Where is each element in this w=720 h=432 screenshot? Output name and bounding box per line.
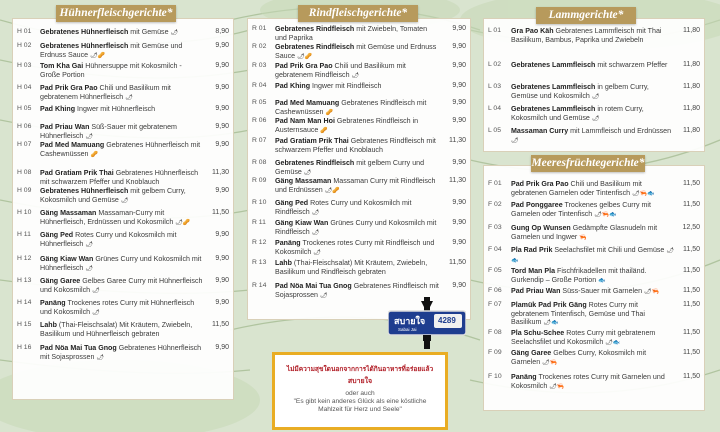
spice-allergen-icons: 🌶 — [170, 30, 179, 36]
menu-item-code: R 07 — [252, 137, 267, 144]
menu-item-name: Gäng Massaman — [40, 209, 97, 217]
spice-allergen-icons: 🌶🐟 — [543, 320, 559, 327]
menu-item-price: 9,90 — [215, 231, 229, 238]
menu-item-name: Pad Khing — [275, 82, 311, 90]
menu-item-text: Seelachsfilet mit Chili und Gemüse — [552, 246, 665, 254]
menu-item-price: 9,90 — [215, 141, 229, 148]
spice-allergen-icons: 🌶 — [85, 265, 93, 272]
spice-allergen-icons: 🌶 — [311, 229, 320, 236]
seafood-menu-panel — [483, 165, 705, 411]
menu-item-code: H 14 — [17, 299, 32, 306]
menu-item-price: 11,50 — [683, 373, 700, 380]
menu-item-code: H 08 — [17, 169, 32, 176]
menu-item-price: 11,50 — [683, 201, 700, 208]
menu-item-text: Chili und Basilikum mit gebratenen Garnelen oder Tintenfisch — [511, 180, 642, 197]
menu-item-description — [40, 277, 203, 295]
menu-item-text: Gebratenes Lammfleisch mit Thai Basilikum, Bambus, Paprika und Zwiebeln — [511, 27, 662, 44]
menu-item-name: Panäng — [511, 373, 537, 381]
menu-item-price: 9,90 — [215, 84, 229, 91]
menu-item-text: Gedämpfte Glasnudeln mit Garnelen und Ingwer — [511, 224, 658, 241]
menu-item-price: 9,90 — [215, 123, 229, 130]
menu-item-text: mit schwarzem Pfeffer — [595, 61, 668, 69]
menu-item-text: mit Gemüse — [128, 28, 169, 36]
menu-item-code: H 13 — [17, 277, 32, 284]
menu-item-price: 11,50 — [683, 287, 700, 294]
menu-item-name: Panäng — [275, 239, 301, 247]
spice-allergen-icons: 🥜 — [320, 127, 328, 134]
menu-item-text: (Thai-Fleischsalat) Mit Kräutern, Zwiebeln, Basilikum und Hühnerfleisch gebraten — [40, 321, 193, 338]
menu-item-text: mit Lammfleisch und Erdnüssen — [568, 127, 672, 135]
menu-item-description — [511, 27, 674, 45]
menu-item-code: H 04 — [17, 84, 32, 91]
menu-item-code: F 03 — [488, 224, 502, 231]
menu-item-code: R 03 — [252, 62, 267, 69]
menu-item-price: 11,50 — [683, 180, 700, 187]
spice-allergen-icons: 🌶 — [85, 133, 93, 140]
menu-item-code: H 10 — [17, 209, 32, 216]
menu-item-name: Pad Prik Gra Pao — [511, 180, 569, 188]
menu-item-description — [40, 42, 203, 60]
spice-allergen-icons: 🦐 — [579, 234, 587, 241]
spice-allergen-icons: 🌶 — [85, 241, 93, 248]
menu-item-price: 11,50 — [449, 259, 466, 266]
menu-item-name: Pad Med Mamuang — [40, 141, 105, 149]
menu-item-description — [511, 301, 674, 328]
menu-item-text: Gebratenes Rindfleisch mit Sojasprossen — [275, 282, 439, 299]
menu-item-name: Pad Prik Gra Pao — [275, 62, 333, 70]
menu-item-code: F 06 — [488, 287, 502, 294]
menu-item-price: 11,80 — [683, 105, 700, 112]
menu-item-price: 11,50 — [212, 209, 229, 216]
menu-item-description — [275, 219, 440, 237]
menu-item-price: 9,90 — [215, 344, 229, 351]
menu-item-text: Trockenes rotes Curry mit Rindfleisch und Kokosmilch — [275, 239, 435, 256]
menu-item-code: F 07 — [488, 301, 502, 308]
menu-item-code: R 14 — [252, 282, 267, 289]
menu-item-text: Gebratenes Hühnerfleisch mit schwarzem Pfeffer und Knoblauch — [40, 169, 199, 186]
menu-item-name: Gebratenes Lammfleisch — [511, 61, 596, 69]
menu-item-code: L 05 — [488, 127, 501, 134]
spice-allergen-icons: 🌶🦐 — [542, 359, 558, 366]
menu-item-description — [511, 329, 674, 347]
menu-item-code: R 12 — [252, 239, 267, 246]
german-quote: "Es gibt kein anderes Glück als eine köstliche Mahlzeit für Herz und Seele" — [293, 398, 427, 413]
menu-item-description — [511, 127, 674, 145]
menu-item-code: R 11 — [252, 219, 266, 226]
menu-item-price: 9,90 — [452, 219, 466, 226]
menu-item-description — [275, 177, 440, 195]
sign-thai-text: สบายใจ — [394, 316, 426, 326]
menu-item-price: 8,90 — [215, 28, 229, 35]
menu-item-text: Gebratenes Hühnerfleisch mit Sojasprossen — [40, 344, 202, 361]
menu-item-text: mit gelbem Curry, Kokosmilch und Gemüse — [40, 187, 186, 204]
menu-item-text: Trockenes rotes Curry mit Hühnerfleisch und Kokosmilch — [40, 299, 195, 316]
menu-item-description — [275, 99, 440, 117]
menu-item-name: Gäng Ped — [40, 231, 74, 239]
menu-item-price: 9,90 — [452, 199, 466, 206]
menu-item-description — [511, 83, 674, 101]
menu-item-text: Trockenes rotes Curry mit Garnelen und Kokosmilch — [511, 373, 665, 390]
menu-item-description — [40, 209, 203, 227]
menu-item-price: 9,90 — [452, 282, 466, 289]
menu-item-text: Massaman Curry mit Rindfleisch und Erdnüssen — [275, 177, 436, 194]
menu-item-code: L 03 — [488, 83, 501, 90]
menu-item-name: Gebratenes Hühnerfleisch — [40, 28, 129, 36]
menu-item-description — [275, 82, 440, 92]
menu-item-description — [275, 239, 440, 257]
menu-item-description — [511, 61, 674, 71]
menu-item-name: Gäng Garee — [40, 277, 81, 285]
spice-allergen-icons: 🌶 — [120, 197, 129, 204]
menu-item-price: 11,80 — [683, 127, 700, 134]
menu-item-description — [40, 123, 203, 141]
menu-item-name: Gra Pao Käh — [511, 27, 554, 35]
menu-item-price: 11,80 — [683, 61, 700, 68]
menu-item-description — [511, 373, 674, 391]
menu-item-description — [511, 267, 674, 285]
menu-item-text: Gebratenes Rindfleisch mit Cashewnüssen — [275, 99, 427, 116]
menu-item-code: F 04 — [488, 246, 502, 253]
menu-item-price: 9,90 — [452, 25, 466, 32]
menu-item-price: 11,30 — [449, 137, 466, 144]
menu-item-description — [275, 259, 440, 277]
spice-allergen-icons: 🌶 — [591, 93, 600, 100]
menu-item-name: Pad Priau Wan — [511, 287, 561, 295]
menu-item-text: in gelbem Curry, Gemüse und Kokosmilch — [511, 83, 649, 100]
menu-item-code: R 04 — [252, 82, 267, 89]
menu-item-name: Pad Khing — [40, 105, 76, 113]
menu-item-price: 9,90 — [215, 299, 229, 306]
menu-item-text: Ingwer mit Hühnerfleisch — [75, 105, 156, 113]
menu-item-price: 9,90 — [452, 62, 466, 69]
menu-item-name: Tom Kha Gai — [40, 62, 84, 70]
spice-allergen-icons: 🌶🦐 — [549, 383, 565, 390]
menu-item-code: H 06 — [17, 123, 32, 130]
spice-allergen-icons: 🐟 — [598, 277, 606, 284]
menu-item-code: F 05 — [488, 267, 502, 274]
spice-allergen-icons: 🥜 — [90, 151, 98, 158]
menu-item-price: 11,50 — [683, 267, 700, 274]
spice-allergen-icons: 🌶 — [303, 169, 312, 176]
menu-item-price: 9,90 — [452, 239, 466, 246]
menu-item-code: R 05 — [252, 99, 267, 106]
menu-item-name: Pla Rad Prik — [511, 246, 553, 254]
menu-item-price: 9,90 — [215, 62, 229, 69]
menu-item-text: Rotes Curry mit gebratenem Tintenfisch, Gemüse und Thai Basilikum — [511, 301, 645, 327]
menu-item-code: H 05 — [17, 105, 32, 112]
menu-item-name: Pad Gratiam Prik Thai — [275, 137, 349, 145]
spice-allergen-icons: 🌶 — [125, 94, 133, 101]
spice-allergen-icons: 🌶🐟 — [511, 248, 674, 264]
menu-item-description — [40, 105, 203, 115]
spice-allergen-icons: 🌶 — [92, 287, 100, 294]
menu-item-price: 9,90 — [215, 255, 229, 262]
menu-item-code: H 03 — [17, 62, 32, 69]
menu-item-description — [40, 84, 203, 102]
menu-item-text: Rotes Curry mit gebratenem Seelachsfilet und Kokosmilch — [511, 329, 656, 346]
menu-item-code: R 02 — [252, 43, 267, 50]
spice-allergen-icons: 🌶🥜 — [90, 52, 106, 59]
spice-allergen-icons: 🌶🦐 — [644, 289, 660, 295]
menu-item-description — [40, 141, 203, 159]
menu-item-code: R 10 — [252, 199, 267, 206]
menu-item-text: Fischfrikadellen mit thailänd. Gurkendip – Große Portion — [511, 267, 647, 284]
quote-or-text: oder auch — [345, 390, 375, 397]
menu-item-name: Gäng Ped — [275, 199, 309, 207]
menu-item-code: L 01 — [488, 27, 501, 34]
menu-item-code: F 09 — [488, 349, 502, 356]
menu-item-price: 11,50 — [683, 329, 700, 336]
menu-item-text: mit Gemüse und Erdnuss Sauce — [275, 43, 437, 60]
menu-item-name: Pla Schu-Schee — [511, 329, 565, 337]
menu-item-text: Chili und Basilikum mit gebratenem Hühnerfleisch — [40, 84, 171, 101]
menu-item-description — [40, 299, 203, 317]
beef-menu-panel — [247, 18, 471, 320]
menu-item-code: H 07 — [17, 141, 32, 148]
menu-item-price: 9,90 — [452, 99, 466, 106]
menu-item-description — [40, 187, 203, 205]
spice-allergen-icons: 🌶🐟 — [605, 339, 621, 346]
spice-allergen-icons: 🌶 — [96, 354, 105, 361]
menu-item-description — [40, 28, 203, 38]
menu-item-name: Pad Nöa Mai Tua Gnog — [275, 282, 352, 290]
menu-item-price: 11,50 — [212, 321, 229, 328]
menu-item-text: Ingwer mit Rindfleisch — [310, 82, 382, 90]
menu-item-description — [275, 159, 440, 177]
quote-note — [272, 352, 448, 430]
menu-item-description — [40, 321, 203, 339]
menu-item-text: in rotem Curry, Kokosmilch und Gemüse — [511, 105, 644, 122]
menu-item-name: Gung Op Wunsen — [511, 224, 571, 232]
menu-item-name: Gebratenes Rindfleisch — [275, 159, 355, 167]
menu-item-price: 11,50 — [683, 246, 700, 253]
menu-item-price: 9,90 — [215, 42, 229, 49]
menu-item-price: 11,30 — [449, 177, 466, 184]
menu-item-name: Gäng Massaman — [275, 177, 332, 185]
menu-item-name: Lahb — [40, 321, 57, 329]
menu-item-price: 11,30 — [212, 169, 229, 176]
menu-item-name: Gebratenes Lammfleisch — [511, 83, 596, 91]
menu-item-text: mit gelbem Curry und Gemüse — [275, 159, 425, 176]
spice-allergen-icons: 🌶 — [92, 309, 100, 316]
spice-allergen-icons: 🌶 — [319, 292, 328, 299]
beef-section-title: Rindfleischgerichte* — [298, 5, 418, 22]
menu-item-code: L 02 — [488, 61, 501, 68]
menu-item-description — [40, 62, 203, 80]
menu-item-code: H 12 — [17, 255, 32, 262]
menu-item-text: Hühnersuppe mit Kokosmilch - Große Portion — [40, 62, 182, 79]
menu-item-name: Lahb — [275, 259, 292, 267]
menu-item-name: Tord Man Pla — [511, 267, 556, 275]
menu-item-price: 9,90 — [452, 117, 466, 124]
menu-item-code: F 02 — [488, 201, 502, 208]
chicken-section-title: Hühnerfleischgerichte* — [56, 5, 176, 22]
menu-item-text: Gebratenes Rindfleisch in Austernsauce — [275, 117, 419, 134]
spice-allergen-icons: 🌶 — [311, 209, 320, 216]
menu-item-name: Gäng Kiaw Wan — [40, 255, 94, 263]
menu-item-name: Pad Nam Man Hoi — [275, 117, 335, 125]
menu-item-text: Süss-Sauer mit Garnelen — [560, 287, 643, 295]
menu-item-price: 9,90 — [452, 82, 466, 89]
menu-item-code: H 15 — [17, 321, 32, 328]
spice-allergen-icons: 🥜 — [325, 109, 333, 116]
seafood-section-title: Meeresfrüchtegerichte* — [531, 155, 645, 172]
spice-allergen-icons: 🌶🥜 — [297, 53, 313, 60]
menu-item-description — [40, 255, 203, 273]
menu-item-description — [511, 201, 674, 219]
menu-item-code: L 04 — [488, 105, 501, 112]
menu-item-text: (Thai-Fleischsalat) Mit Kräutern, Zwiebeln, Basilikum und Rindfleisch gebraten — [275, 259, 428, 276]
menu-item-description — [511, 287, 674, 297]
menu-item-text: Gelbes Garee Curry mit Hühnerfleisch und Kokosmilch — [40, 277, 203, 294]
menu-item-price: 9,90 — [215, 187, 229, 194]
menu-item-text: mit Gemüse und Erdnuss Sauce — [40, 42, 183, 59]
menu-item-name: Plamük Pad Prik Gäng — [511, 301, 587, 309]
menu-item-code: H 16 — [17, 344, 32, 351]
menu-item-code: R 13 — [252, 259, 267, 266]
menu-item-code: H 02 — [17, 42, 32, 49]
menu-item-description — [275, 62, 440, 80]
menu-item-description — [511, 349, 674, 367]
sign-latin-text: Sabai Jai — [398, 327, 417, 332]
menu-item-price: 9,90 — [215, 105, 229, 112]
spice-allergen-icons: 🌶 — [511, 137, 519, 144]
menu-item-text: Rotes Curry und Kokosmilch mit Rindfleisch — [275, 199, 412, 216]
menu-item-description — [40, 169, 203, 187]
menu-item-name: Gäng Kiaw Wan — [275, 219, 329, 227]
menu-item-description — [511, 180, 674, 198]
lamb-menu-panel — [483, 18, 705, 152]
thai-quote-line2: สบายใจ — [347, 378, 373, 385]
spice-allergen-icons: 🌶 — [351, 72, 360, 79]
menu-item-name: Pad Prik Gra Pao — [40, 84, 98, 92]
spice-allergen-icons: 🌶🥜 — [324, 187, 340, 194]
menu-item-code: H 09 — [17, 187, 32, 194]
menu-item-price: 9,90 — [452, 159, 466, 166]
sign-number: 4289 — [438, 316, 456, 325]
menu-item-text: Chili und Basilikum mit gebratenem Rindfleisch — [275, 62, 406, 79]
menu-item-price: 11,80 — [683, 27, 700, 34]
menu-item-name: Pad Priau Wan — [40, 123, 90, 131]
lamb-section-title: Lammgerichte* — [536, 7, 636, 24]
menu-item-name: Gebratenes Rindfleisch — [275, 43, 355, 51]
menu-item-code: R 09 — [252, 177, 267, 184]
menu-item-name: Gebratenes Hühnerfleisch — [40, 187, 129, 195]
menu-item-text: Grünes Curry und Kokosmilch mit Hühnerfleisch — [40, 255, 202, 272]
menu-item-description — [275, 43, 440, 61]
menu-item-text: Rotes Curry und Kokosmilch mit Hühnerfleisch — [40, 231, 177, 248]
menu-item-description — [511, 224, 674, 242]
menu-item-text: Gebratenes Rindfleisch mit schwarzem Pfeffer und Knoblauch — [275, 137, 436, 154]
menu-item-price: 9,90 — [215, 277, 229, 284]
chicken-menu-panel — [12, 18, 234, 400]
menu-item-description — [40, 231, 203, 249]
menu-item-name: Pad Med Mamuang — [275, 99, 340, 107]
menu-item-code: R 06 — [252, 117, 267, 124]
menu-item-text: Süß-Sauer mit gebratenem Hühnerfleisch — [40, 123, 177, 140]
spice-allergen-icons: 🌶 — [313, 249, 321, 256]
spice-allergen-icons: 🌶🦐🐟 — [632, 190, 655, 197]
menu-item-price: 12,50 — [682, 224, 700, 231]
menu-item-name: Gäng Garee — [511, 349, 552, 357]
menu-item-price: 11,80 — [683, 83, 700, 90]
menu-item-name: Gebratenes Hühnerfleisch — [40, 42, 129, 50]
menu-item-name: Pad Ponggaree — [511, 201, 563, 209]
menu-item-text: mit Zwiebeln, Tomaten und Paprika — [275, 25, 428, 42]
spice-allergen-icons: 🌶🥜 — [175, 219, 191, 226]
menu-item-text: Grünes Curry und Kokosmilch mit Rindfleisch — [275, 219, 437, 236]
menu-item-description — [40, 344, 203, 362]
menu-item-description — [275, 25, 440, 43]
menu-item-code: R 01 — [252, 25, 267, 32]
menu-item-name: Panäng — [40, 299, 66, 307]
menu-item-name: Pad Gratiam Prik Thai — [40, 169, 114, 177]
menu-item-description — [511, 246, 674, 265]
menu-item-name: Gebratenes Rindfleisch — [275, 25, 355, 33]
menu-item-code: F 08 — [488, 329, 502, 336]
menu-item-description — [275, 137, 440, 155]
menu-item-name: Massaman Curry — [511, 127, 569, 135]
menu-item-price: 11,50 — [683, 349, 700, 356]
spice-allergen-icons: 🌶🦐🐟 — [594, 211, 617, 218]
menu-item-name: Gebratenes Lammfleisch — [511, 105, 596, 113]
thai-quote-line1: ไม่มีความสุขใดนอกจากการได้กินอาหารที่อร่อยแล้ว — [286, 366, 434, 373]
spice-allergen-icons: 🌶 — [591, 115, 600, 122]
menu-item-code: H 11 — [17, 231, 31, 238]
menu-item-text: Trockenes gelbes Curry mit Garnelen oder Tintenfisch — [511, 201, 651, 218]
menu-item-text: Gelbes Curry, Kokosmilch mit Garnelen — [511, 349, 647, 366]
menu-item-price: 9,90 — [452, 43, 466, 50]
menu-item-text: Gebratenes Hühnerfleisch mit Cashewnüssen — [40, 141, 201, 158]
menu-item-description — [275, 199, 440, 217]
menu-item-code: R 08 — [252, 159, 267, 166]
menu-item-code: H 01 — [17, 28, 32, 35]
menu-item-description — [275, 117, 440, 135]
menu-item-code: F 01 — [488, 180, 502, 187]
menu-item-price: 11,50 — [683, 301, 700, 308]
menu-item-name: Pad Nöa Mai Tua Gnog — [40, 344, 117, 352]
menu-item-description — [511, 105, 674, 123]
menu-item-text: Massaman-Curry mit Hühnerfleisch, Erdnüssen und Kokosmilch — [40, 209, 174, 226]
menu-item-code: F 10 — [488, 373, 502, 380]
